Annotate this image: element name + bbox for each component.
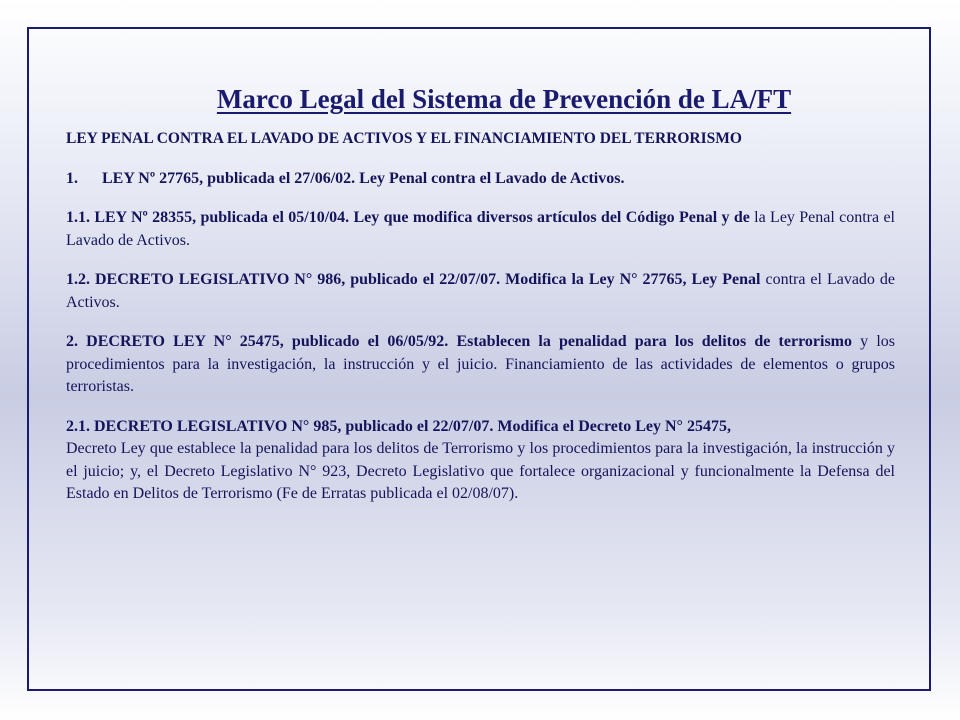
- law-item-1: [66, 168, 895, 191]
- law-item-1-2-bold: 1.2. DECRETO LEGISLATIVO N° 986, publicado el 22/07/07. Modifica la Ley N° 27765, Ley Penal: [66, 271, 761, 288]
- slide-content: [66, 128, 895, 523]
- law-item-2-bold: 2. DECRETO LEY N° 25475, publicado el 06/05/92. Establecen la penalidad para los delitos de terrorismo: [66, 333, 852, 350]
- law-item-1-1-normal: la Ley Penal contra el Lavado de Activos.: [66, 209, 895, 249]
- law-item-2: [66, 331, 895, 399]
- law-item-2-normal: y los procedimientos para la investigación, la instrucción y el juicio. Financiamiento de las actividades de elementos o grupos terroristas.: [66, 333, 896, 395]
- law-item-2-1-body: Decreto Ley que establece la penalidad para los delitos de Terrorismo y los procedimientos para la investigación, la instrucción y el juicio; y, el Decreto Legislativo N° 923, Decreto Legislativo que fortalece organizacional y funcionalmente la Defensa del Estado en Delitos de Terrorismo (Fe de Erratas publicada el 02/08/07).: [66, 440, 895, 502]
- law-item-1-1: [66, 207, 895, 252]
- law-item-1-2: [66, 269, 895, 314]
- section-heading: LEY PENAL CONTRA EL LAVADO DE ACTIVOS Y EL FINANCIAMIENTO DEL TERRORISMO: [66, 130, 742, 147]
- slide-title: [29, 84, 929, 115]
- law-item-1-1-bold: 1.1. LEY Nº 28355, publicada el 05/10/04. Ley que modifica diversos artículos del Código Penal y de: [66, 209, 750, 226]
- law-item-1-text: LEY Nº 27765, publicada el 27/06/02. Ley Penal contra el Lavado de Activos.: [102, 169, 625, 187]
- law-item-2-1-title: 2.1. DECRETO LEGISLATIVO N° 985, publicado el 22/07/07. Modifica el Decreto Ley N° 25475,: [66, 417, 731, 435]
- slide-title-text: Marco Legal del Sistema de Prevención de LA/FT: [216, 84, 792, 114]
- law-item-1-number: 1.: [66, 169, 78, 187]
- law-item-1-2-normal: contra el Lavado de Activos.: [66, 271, 896, 311]
